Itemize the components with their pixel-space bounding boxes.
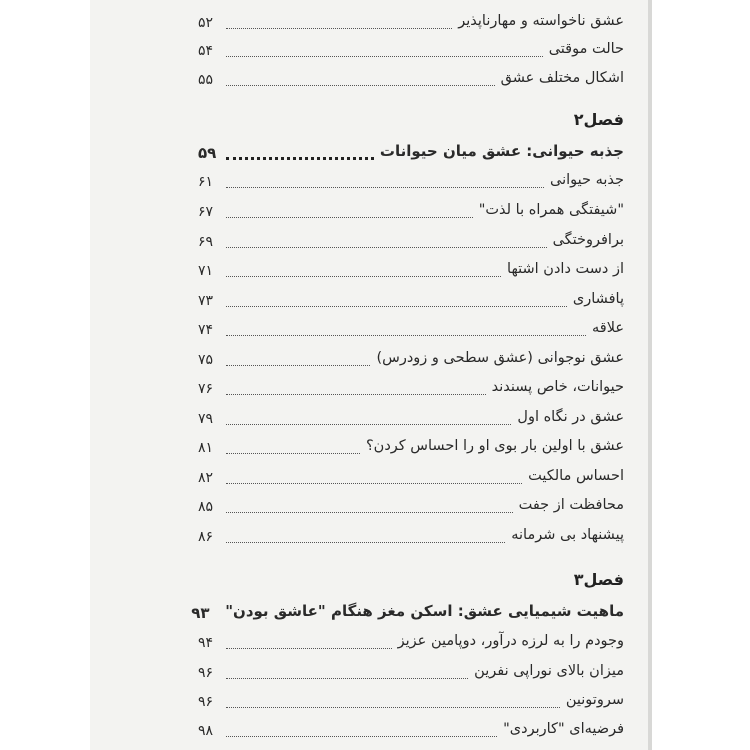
toc-entry[interactable] <box>198 685 624 713</box>
toc-entry[interactable] <box>198 372 624 400</box>
toc-entry-title: حالت موقتی <box>548 41 624 57</box>
dot-leader <box>226 247 547 248</box>
toc-entry-page: ۹۶ <box>198 665 214 681</box>
chapter-2-heading[interactable] <box>198 136 624 164</box>
toc-entry-page: ۸۶ <box>198 529 214 545</box>
toc-entry-page: ۹۸ <box>198 723 214 739</box>
toc-entry-title: پیشنهاد بی شرمانه <box>511 527 624 543</box>
toc-entry-page: ۷۳ <box>198 293 214 309</box>
dot-leader <box>226 28 452 29</box>
toc-heading-title: جذبه حیوانی: عشق میان حیوانات <box>379 142 624 160</box>
toc-entry-title: سروتونین <box>565 692 624 708</box>
toc-heading-title: ماهیت شیمیایی عشق: اسکن مغز هنگام "عاشق بودن" <box>225 602 624 620</box>
toc-entry-title: محافظت از جفت <box>518 497 624 513</box>
toc-entry-title: عشق نوجوانی (عشق سطحی و زودرس) <box>376 350 624 366</box>
toc-entry-page: ۷۱ <box>198 263 214 279</box>
chapter-3-heading[interactable] <box>191 596 624 624</box>
toc-entry-title: "شیفتگی همراه با لذت" <box>478 202 624 218</box>
toc-entry-page: ۸۲ <box>198 470 214 486</box>
page-edge-shadow <box>648 0 652 750</box>
dot-leader <box>226 217 473 218</box>
dot-leader <box>226 365 370 366</box>
toc-entry[interactable] <box>198 284 624 312</box>
toc-entry-page: ۷۶ <box>198 381 214 397</box>
dot-leader <box>226 56 543 57</box>
toc-entry-title: پافشاری <box>572 291 624 307</box>
toc-entry-page: ۷۹ <box>198 411 214 427</box>
toc-entry-page: ۷۵ <box>198 352 214 368</box>
toc-entry-title: میزان بالای نوراپی نفرین <box>474 663 624 679</box>
toc-entry-title: جذبه حیوانی <box>550 172 624 188</box>
dot-leader <box>226 394 486 395</box>
dot-leader <box>226 512 513 513</box>
dot-leader <box>226 736 497 737</box>
dot-leader <box>226 453 360 454</box>
toc-entry-title: عشق ناخواسته و مهارناپذیر <box>458 13 624 29</box>
dot-leader <box>226 648 392 649</box>
chapter-3-label: فصل۳ <box>573 570 624 589</box>
toc-entry[interactable] <box>198 63 624 91</box>
toc-entry[interactable] <box>198 461 624 489</box>
toc-entry[interactable] <box>198 195 624 223</box>
toc-entry[interactable] <box>198 626 624 654</box>
dot-leader <box>226 424 511 425</box>
toc-entry[interactable] <box>198 431 624 459</box>
dot-leader <box>226 306 567 307</box>
toc-entry-page: ۵۲ <box>198 15 214 31</box>
toc-entry-title: عشق با اولین بار بوی او را احساس کردن؟ <box>365 438 624 454</box>
toc-entry-page: ۹۴ <box>198 635 214 651</box>
toc-entry[interactable] <box>198 225 624 253</box>
toc-entry[interactable] <box>198 490 624 518</box>
toc-entry-title: علاقه <box>591 320 624 336</box>
toc-heading-page: ۹۳ <box>191 604 210 622</box>
toc-entry-page: ۶۹ <box>198 234 214 250</box>
dot-leader <box>226 678 468 679</box>
toc-heading-page: ۵۹ <box>198 144 217 162</box>
chapter-2-label: فصل۲ <box>573 110 624 129</box>
dot-leader <box>226 335 586 336</box>
toc-entry-page: ۹۶ <box>198 694 214 710</box>
toc-entry[interactable] <box>198 313 624 341</box>
dot-leader <box>226 542 505 543</box>
toc-entry-page: ۷۴ <box>198 322 214 338</box>
dot-leader <box>226 276 501 277</box>
toc-entry[interactable] <box>198 165 624 193</box>
toc-entry[interactable] <box>198 520 624 548</box>
dot-leader <box>226 187 544 188</box>
toc-entry-page: ۸۱ <box>198 440 214 456</box>
toc-entry[interactable] <box>198 34 624 62</box>
toc-entry[interactable] <box>198 656 624 684</box>
toc-entry[interactable] <box>198 714 624 742</box>
toc-entry-page: ۵۴ <box>198 43 214 59</box>
toc-entry[interactable] <box>198 6 624 34</box>
toc-entry-page: ۶۷ <box>198 204 214 220</box>
toc-entry-title: حیوانات، خاص پسندند <box>491 379 624 395</box>
toc-entry-page: ۶۱ <box>198 174 214 190</box>
toc-entry-title: عشق در نگاه اول <box>517 409 624 425</box>
dot-leader <box>226 707 560 708</box>
toc-entry-page: ۸۵ <box>198 499 214 515</box>
toc-entry-title: وجودم را به لرزه درآور، دوپامین عزیز <box>397 633 624 649</box>
dot-leader <box>226 85 495 86</box>
toc-entry-title: اشکال مختلف عشق <box>500 70 624 86</box>
dot-leader <box>226 483 522 484</box>
toc-entry[interactable] <box>198 343 624 371</box>
toc-entry-title: برافروختگی <box>552 232 624 248</box>
toc-entry-title: از دست دادن اشتها <box>507 261 624 277</box>
dot-leader <box>226 157 374 160</box>
toc-entry-title: فرضیه‌ای "کاربردی" <box>503 721 624 737</box>
toc-entry[interactable] <box>198 402 624 430</box>
toc-entry-page: ۵۵ <box>198 72 214 88</box>
toc-entry[interactable] <box>198 254 624 282</box>
toc-entry-title: احساس مالکیت <box>528 468 624 484</box>
